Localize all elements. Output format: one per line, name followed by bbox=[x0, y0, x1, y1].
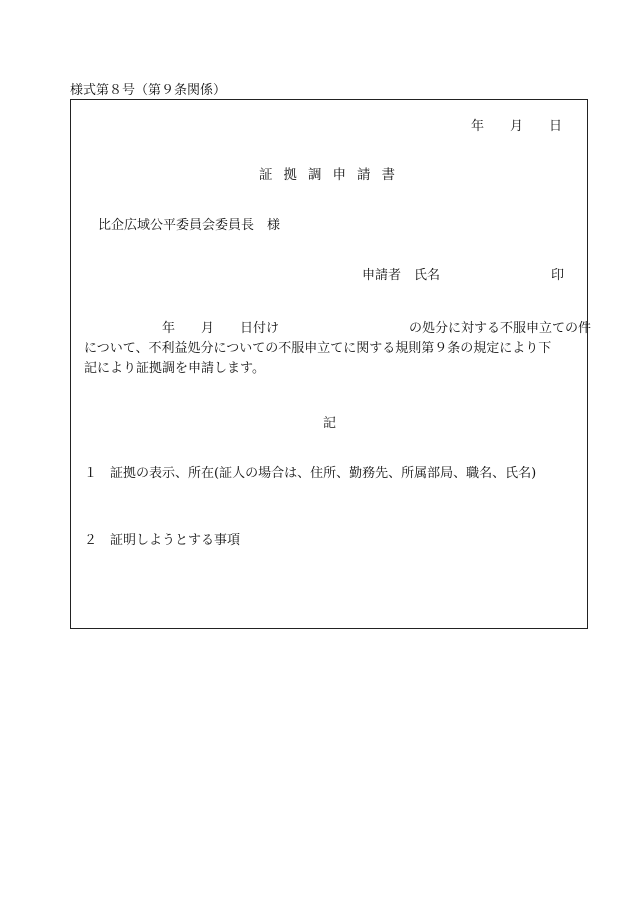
document-title: 証拠調申請書 bbox=[259, 167, 406, 183]
date-line: 年 月 日 bbox=[471, 119, 563, 134]
seal-mark: 印 bbox=[551, 268, 565, 283]
item-number: ２ bbox=[84, 533, 98, 548]
body-line-2: について、不利益処分についての不服申立てに関する規則第９条の規定により下 bbox=[84, 341, 552, 356]
item-2 bbox=[84, 534, 240, 547]
form-number: 様式第８号（第９条関係） bbox=[70, 83, 227, 98]
ki-heading: 記 bbox=[323, 416, 337, 431]
item-number: １ bbox=[84, 466, 98, 481]
item-1 bbox=[84, 467, 536, 480]
item-text: 証拠の表示、所在(証人の場合は、住所、勤務先、所属部局、職名、氏名) bbox=[110, 466, 537, 481]
item-text: 証明しようとする事項 bbox=[110, 533, 241, 548]
request-body bbox=[84, 319, 592, 379]
body-line-1: 年 月 日付け の処分に対する不服申立ての件 bbox=[84, 321, 592, 336]
body-line-3: 記により証拠調を申請します。 bbox=[84, 361, 265, 376]
addressee: 比企広域公平委員会委員長 様 bbox=[98, 218, 281, 233]
applicant-name-label: 申請者 氏名 bbox=[362, 268, 441, 283]
